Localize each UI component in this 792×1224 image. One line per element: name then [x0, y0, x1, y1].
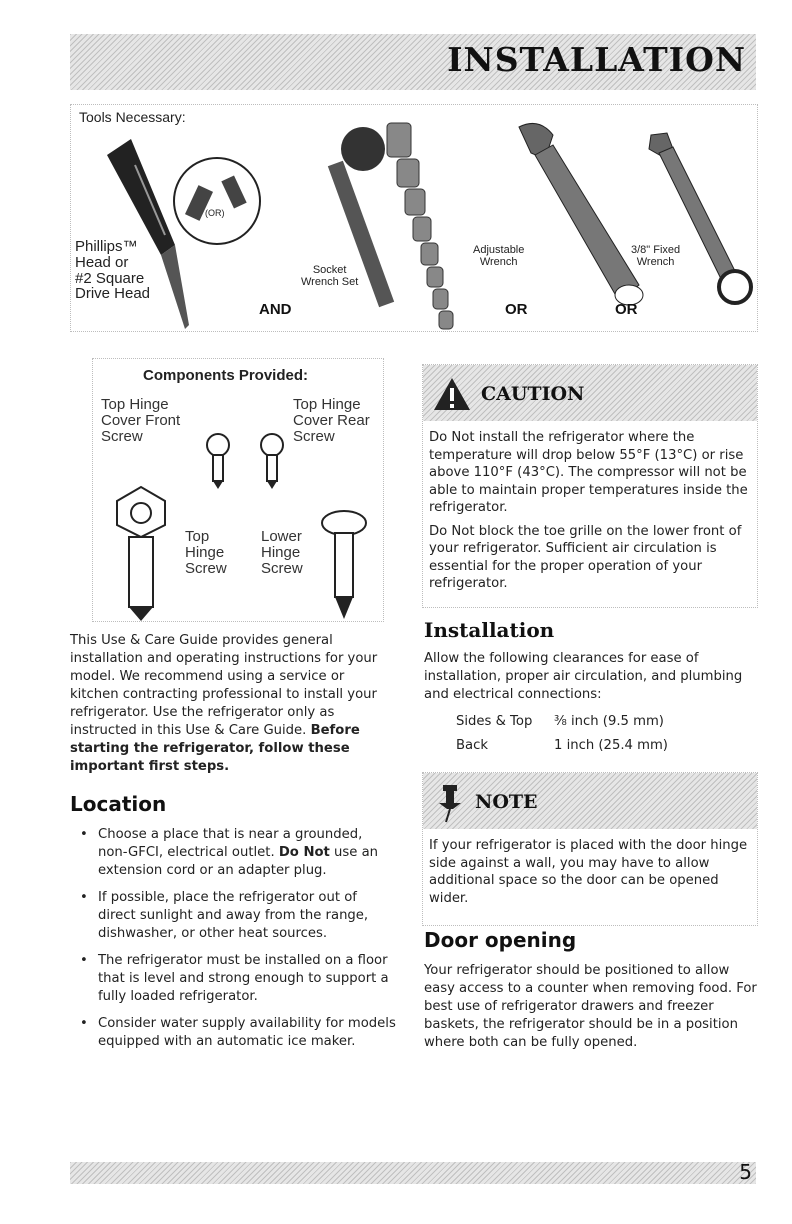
warning-icon [433, 377, 471, 411]
note-band [423, 773, 757, 829]
location-list [78, 826, 396, 1060]
intro-paragraph: This Use & Care Guide provides general installation and operating instructions for your model. We recommend using a service or kitchen contracting professional to install your refrigerator. Use the refrigerator only as instructed in this Use & Care Guide. Before starting the refrigerator, follow these important first steps. [70, 633, 378, 774]
adjustable-wrench-label: Adjustable Wrench [473, 244, 525, 268]
top-rear-screw-label: Top Hinge Cover Rear Screw [293, 396, 370, 445]
or-small-label: (OR) [205, 208, 225, 218]
page-title: INSTALLATION [447, 40, 746, 79]
note-body: If your refrigerator is placed with the door hinge side against a wall, you may have to allow additional space so the door can be opened wider. [429, 838, 748, 906]
note-title: NOTE [475, 791, 538, 813]
intro-bold-text: Before starting the refrigerator, follow these important first steps. [70, 723, 360, 774]
caution-callout [422, 364, 758, 608]
tools-title: Tools Necessary: [79, 109, 186, 125]
list-item: • The refrigerator must be installed on a floor that is level and strong enough to support a fully loaded refrigerator. [78, 952, 396, 1006]
page-number: 5 [739, 1160, 752, 1184]
top-front-screw-label: Top Hinge Cover Front Screw [101, 396, 181, 445]
caution-body: Do Not install the refrigerator where the temperature will drop below 55°F (13°C) or rise above 110°F (43°C). The compressor will not be able to maintain proper temperatures inside the refrigerator. Do Not block the toe grille on the lower front of your refrigerator. Sufficient air circulation is essential for the proper operation of your refrigerator. [429, 430, 748, 591]
cover-screw-rear-icon [257, 433, 287, 489]
top-hinge-screw-icon [111, 483, 171, 621]
fixed-wrench-label: 3/8" Fixed Wrench [631, 244, 681, 268]
fixed-wrench-icon [629, 129, 757, 319]
list-item: • Choose a place that is near a grounded, non-GFCI, electrical outlet. Do Not use an extension cord or an adapter plug. [78, 826, 396, 880]
installation-heading: Installation [424, 618, 555, 642]
or-label-1: OR [505, 301, 528, 318]
clearance-label: Sides & Top [456, 714, 533, 729]
header-band [70, 34, 756, 90]
bit-magnifier-icon [171, 155, 263, 247]
table-row [456, 710, 668, 734]
or-label-2: OR [615, 301, 638, 318]
socket-wrench-set-icon [327, 119, 487, 331]
door-opening-heading: Door opening [424, 928, 577, 952]
clearance-label: Back [456, 738, 489, 753]
footer-band [70, 1162, 756, 1184]
caution-title: CAUTION [481, 383, 585, 405]
door-opening-text: Your refrigerator should be positioned to allow easy access to a counter when removing food. For best use of refrigerator drawers and freezer baskets, the refrigerator should be in a position where both can be fully opened. [424, 963, 757, 1050]
location-heading: Location [70, 792, 167, 816]
socket-wrench-label: Socket Wrench Set [301, 264, 359, 288]
note-callout [422, 772, 758, 926]
caution-band [423, 365, 757, 421]
list-item: • If possible, place the refrigerator out of direct sunlight and away from the range, dishwasher, or other heat sources. [78, 889, 396, 943]
table-row [456, 734, 668, 758]
clearance-value: 1 inch (25.4 mm) [554, 738, 668, 753]
list-item: • Consider water supply availability for models equipped with an automatic ice maker. [78, 1015, 396, 1051]
tools-necessary-panel [70, 104, 758, 332]
pushpin-icon [435, 783, 465, 823]
lower-hinge-screw-icon [319, 509, 369, 619]
and-label: AND [259, 301, 292, 318]
installation-text: Allow the following clearances for ease of installation, proper air circulation, and plumbing and electrical connections: [424, 651, 743, 702]
top-hinge-screw-label: Top Hinge Screw [185, 528, 227, 577]
clearance-value: ⅜ inch (9.5 mm) [554, 714, 664, 729]
lower-hinge-screw-label: Lower Hinge Screw [261, 528, 303, 577]
adjustable-wrench-icon [479, 115, 649, 325]
cover-screw-front-icon [203, 433, 233, 489]
components-title: Components Provided: [143, 367, 309, 384]
screwdriver-label: Phillips™ Head or #2 Square Drive Head [75, 238, 151, 303]
clearance-table [456, 710, 668, 758]
components-provided-panel [92, 358, 384, 622]
